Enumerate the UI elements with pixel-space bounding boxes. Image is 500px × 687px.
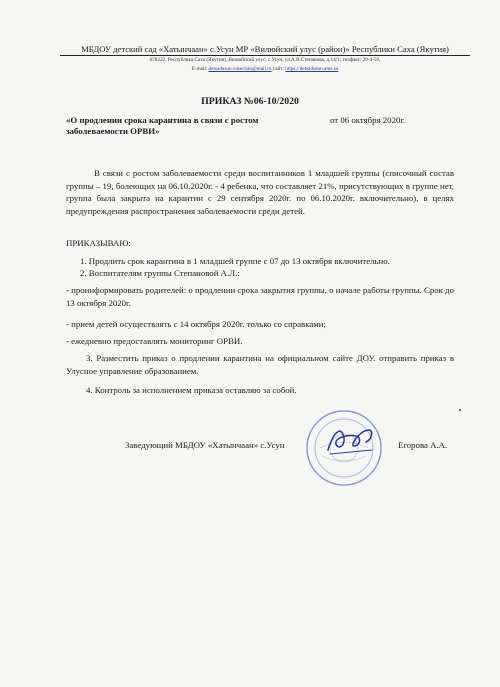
email-link[interactable]: detsadusun.vasechan@mail.ru bbox=[208, 66, 272, 72]
order-subitem-admission: - прием детей осуществлять с 14 октября 2020г. только со справками; bbox=[66, 319, 326, 329]
order-title: ПРИКАЗ №06-10/2020 bbox=[201, 96, 299, 107]
order-date: от 06 октября 2020г. bbox=[330, 115, 406, 125]
site-link[interactable]: https://detsadusun.ams.su bbox=[285, 66, 339, 72]
order-item-1: 1. Продлить срок карантина в 1 младшей группе с 07 до 13 октября включительно. bbox=[80, 256, 390, 266]
handwritten-signature bbox=[322, 420, 382, 460]
signer-position: Заведующий МБДОУ «Хатынчаан» с.Усун bbox=[125, 440, 285, 450]
order-subject: «О продлении срока карантина в связи с ростом заболеваемости ОРВИ» bbox=[66, 115, 259, 136]
order-item-3: 3. Разместить приказ о продлении карантина на официальном сайте ДОУ. отправить приказ в Улусное управление образованием. bbox=[66, 353, 454, 376]
order-item-4: 4. Контроль за исполнением приказа оставляю за собой. bbox=[86, 385, 297, 395]
order-subitem-monitoring: - ежедневно предоставлять мониторинг ОРВИ. bbox=[66, 336, 243, 346]
order-subitem-inform: - проинформировать родителей: о продлении срока закрытия группы, о начале работы группы. Срок до 13 октября 2020г. bbox=[66, 285, 454, 308]
header-contacts bbox=[60, 66, 470, 72]
email-label: E-mail: bbox=[191, 66, 209, 72]
order-item-2: 2. Воспитателям группы Степановой А.Л.: bbox=[80, 268, 240, 278]
scan-speck bbox=[459, 409, 461, 411]
header-organization: МБДОУ детский сад «Хатынчаан» с.Усун МР «Вилюйский улус (район)» Республики Саха (Якутия) bbox=[81, 44, 449, 54]
prikazyvayu-heading: ПРИКАЗЫВАЮ: bbox=[66, 238, 131, 248]
signer-name: Егорова А.А. bbox=[398, 440, 448, 450]
header-divider bbox=[60, 55, 470, 56]
header-address: 678222, Республика Саха (Якутия), Вилюйский улус, с.Усун, ул.А.В.Степанова, д.14/1; телфакс: 29-4-50, bbox=[149, 57, 381, 63]
site-label: ,сайт: bbox=[271, 66, 286, 72]
paragraph-intro: В связи с ростом заболеваемости среди воспитанников 1 младшей группы (списочный состав группы – 19, болеющих на 06.10.2020г. - 4 ребенка, что составляет 21%, присутствующих в группе нет, группа была закрыта на карантин с 29 сентября 2020г. по 06.10.2020г. включительно), в целях предупреждения распространения заболеваемости среди детей. bbox=[66, 168, 454, 216]
